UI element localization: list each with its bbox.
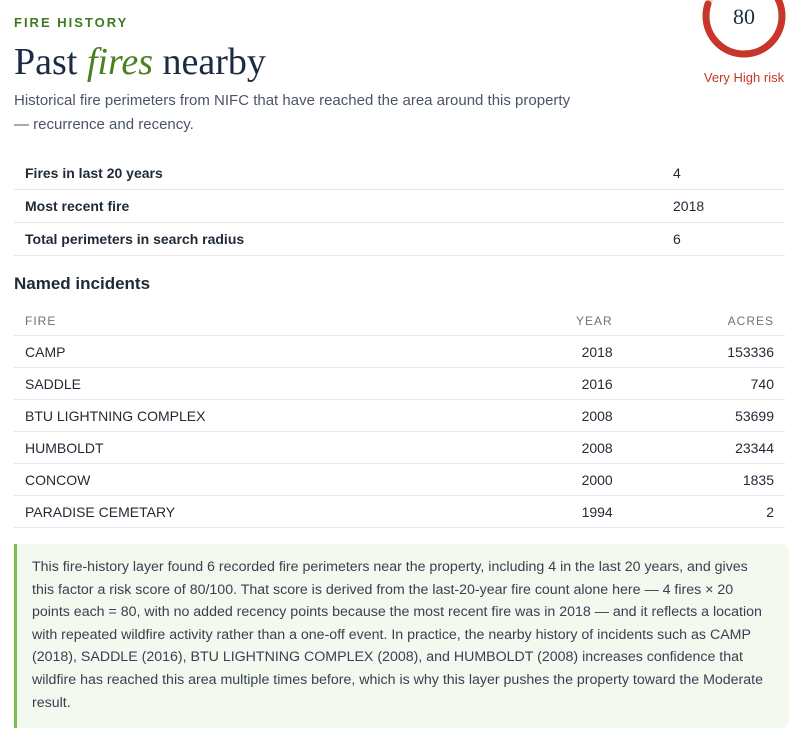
incident-row: [14, 336, 785, 368]
stat-label: Most recent fire: [14, 190, 662, 223]
column-header-year: YEAR: [486, 306, 624, 336]
incident-row: [14, 400, 785, 432]
title-emphasis: fires: [86, 41, 154, 83]
title-part1: Past: [14, 41, 87, 83]
page-title: [14, 40, 266, 84]
stat-value: 4: [662, 157, 785, 190]
incident-name: CONCOW: [14, 464, 486, 496]
incidents-table: [14, 306, 785, 528]
fire-history-explanation: This fire-history layer found 6 recorded fire perimeters near the property, including 4 in the last 20 years, and gives this factor a risk score of 80/100. That score is derived from the last-20-year fire count alone here — 4 fires × 20 points each = 80, with no added recency points because the most recent fire was in 2018 — and it reflects a location with repeated wildfire activity rather than a one-off event. In practice, the nearby history of incidents such as CAMP (2018), SADDLE (2016), BTU LIGHTNING COMPLEX (2008), and HUMBOLDT (2008) increases confidence that wildfire has reached this area multiple times before, which is why this layer pushes the property toward the Moderate result.: [14, 544, 789, 728]
column-header-acres: ACRES: [624, 306, 785, 336]
incident-name: PARADISE CEMETARY: [14, 496, 486, 528]
incident-acres: 153336: [624, 336, 785, 368]
incident-year: 2008: [486, 432, 624, 464]
incident-acres: 53699: [624, 400, 785, 432]
stat-row: [14, 190, 785, 223]
incidents-header-row: [14, 306, 785, 336]
incident-name: CAMP: [14, 336, 486, 368]
incident-acres: 2: [624, 496, 785, 528]
stat-label: Fires in last 20 years: [14, 157, 662, 190]
incidents-heading: Named incidents: [14, 274, 151, 293]
incident-name: HUMBOLDT: [14, 432, 486, 464]
incident-row: [14, 432, 785, 464]
stat-label: Total perimeters in search radius: [14, 223, 662, 256]
incident-row: [14, 496, 785, 528]
stat-row: [14, 223, 785, 256]
title-part2: nearby: [153, 41, 266, 83]
incident-year: 2008: [486, 400, 624, 432]
incident-acres: 740: [624, 368, 785, 400]
incident-year: 2000: [486, 464, 624, 496]
incident-acres: 23344: [624, 432, 785, 464]
stat-value: 2018: [662, 190, 785, 223]
column-header-fire: FIRE: [14, 306, 486, 336]
risk-score-value: 80: [733, 4, 755, 29]
incident-name: SADDLE: [14, 368, 486, 400]
fire-stats-table: [14, 157, 785, 256]
incident-acres: 1835: [624, 464, 785, 496]
incident-row: [14, 368, 785, 400]
incident-year: 2018: [486, 336, 624, 368]
incident-year: 1994: [486, 496, 624, 528]
incident-year: 2016: [486, 368, 624, 400]
section-eyebrow: FIRE HISTORY: [14, 15, 129, 30]
page-subtitle: Historical fire perimeters from NIFC that have reached the area around this property — recurrence and recency.: [14, 92, 571, 133]
incident-row: [14, 464, 785, 496]
stat-value: 6: [662, 223, 785, 256]
incident-name: BTU LIGHTNING COMPLEX: [14, 400, 486, 432]
risk-level-label: Very High risk: [703, 70, 785, 85]
stat-row: [14, 157, 785, 190]
